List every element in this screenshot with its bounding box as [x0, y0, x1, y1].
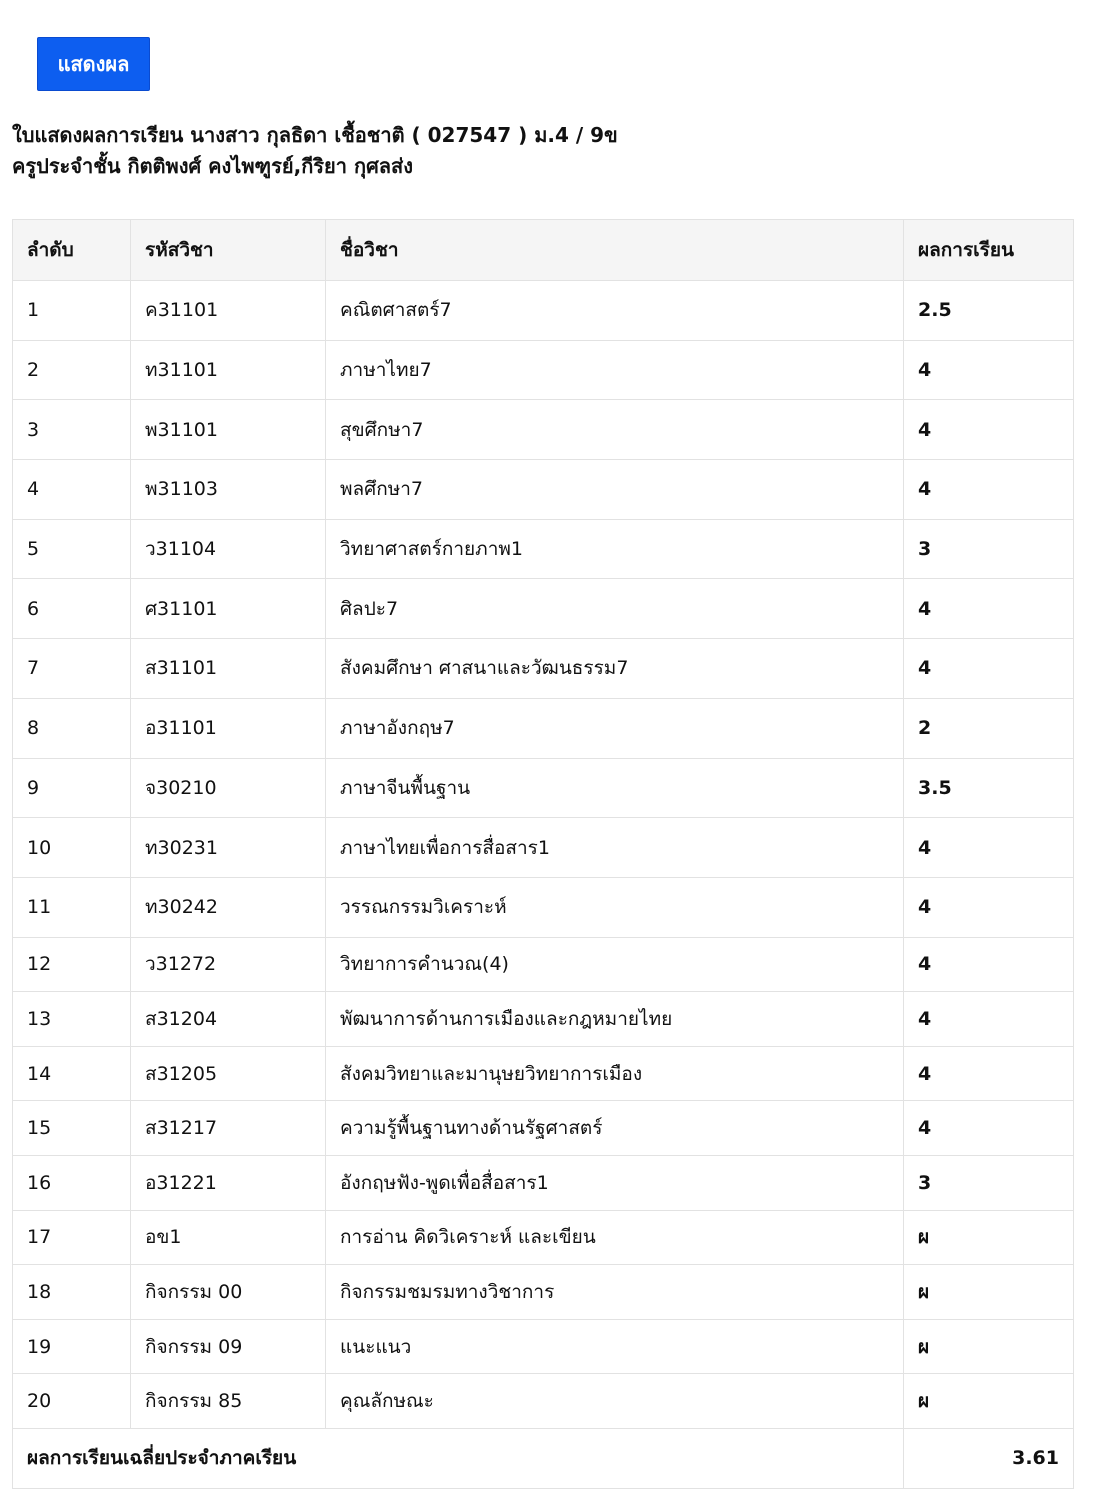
- cell-no: 20: [13, 1374, 131, 1429]
- cell-code: ส31217: [131, 1101, 326, 1156]
- cell-grade: 4: [904, 1046, 1074, 1101]
- table-row: [13, 460, 1074, 520]
- cell-code: พ31103: [131, 460, 326, 520]
- cell-name: แนะแนว: [326, 1319, 904, 1374]
- cell-grade: 3.5: [904, 758, 1074, 818]
- cell-code: ส31205: [131, 1046, 326, 1101]
- cell-name: อังกฤษฟัง-พูดเพื่อสื่อสาร1: [326, 1155, 904, 1210]
- cell-grade: 3: [904, 519, 1074, 579]
- table-row: [13, 340, 1074, 400]
- average-label: ผลการเรียนเฉลี่ยประจำภาคเรียน: [13, 1428, 904, 1488]
- cell-grade: ผ: [904, 1374, 1074, 1429]
- cell-name: สังคมวิทยาและมานุษยวิทยาการเมือง: [326, 1046, 904, 1101]
- cell-no: 17: [13, 1210, 131, 1265]
- cell-code: ท30242: [131, 877, 326, 937]
- homeroom-teachers: ครูประจำชั้น กิตติพงศ์ คงไพฑูรย์,กีริยา กุศลส่ง: [12, 154, 413, 178]
- table-row: [13, 519, 1074, 579]
- average-row: [13, 1428, 1074, 1488]
- cell-name: ศิลปะ7: [326, 579, 904, 639]
- cell-no: 11: [13, 877, 131, 937]
- cell-no: 8: [13, 698, 131, 758]
- column-header-name: ชื่อวิชา: [326, 220, 904, 281]
- cell-code: ค31101: [131, 281, 326, 341]
- cell-name: ภาษาไทย7: [326, 340, 904, 400]
- cell-name: ภาษาจีนพื้นฐาน: [326, 758, 904, 818]
- cell-grade: 2: [904, 698, 1074, 758]
- cell-no: 13: [13, 992, 131, 1047]
- table-row: [13, 877, 1074, 937]
- cell-grade: 3: [904, 1155, 1074, 1210]
- cell-code: กิจกรรม 00: [131, 1265, 326, 1320]
- table-row: [13, 639, 1074, 699]
- cell-name: คณิตศาสตร์7: [326, 281, 904, 341]
- cell-no: 7: [13, 639, 131, 699]
- cell-grade: ผ: [904, 1319, 1074, 1374]
- table-row: [13, 1210, 1074, 1265]
- cell-no: 1: [13, 281, 131, 341]
- cell-name: ความรู้พื้นฐานทางด้านรัฐศาสตร์: [326, 1101, 904, 1156]
- cell-grade: ผ: [904, 1265, 1074, 1320]
- cell-no: 10: [13, 818, 131, 878]
- cell-grade: 2.5: [904, 281, 1074, 341]
- table-header-row: [13, 220, 1074, 281]
- cell-no: 16: [13, 1155, 131, 1210]
- cell-name: ภาษาอังกฤษ7: [326, 698, 904, 758]
- cell-grade: 4: [904, 818, 1074, 878]
- cell-name: วิทยาศาสตร์กายภาพ1: [326, 519, 904, 579]
- cell-no: 2: [13, 340, 131, 400]
- report-header: [12, 120, 618, 182]
- cell-code: กิจกรรม 09: [131, 1319, 326, 1374]
- table-row: [13, 1374, 1074, 1429]
- cell-name: วิทยาการคำนวณ(4): [326, 937, 904, 992]
- table-row: [13, 579, 1074, 639]
- cell-no: 9: [13, 758, 131, 818]
- cell-no: 4: [13, 460, 131, 520]
- cell-code: อ31221: [131, 1155, 326, 1210]
- cell-code: อ31101: [131, 698, 326, 758]
- column-header-code: รหัสวิชา: [131, 220, 326, 281]
- cell-grade: 4: [904, 579, 1074, 639]
- cell-grade: 4: [904, 937, 1074, 992]
- cell-code: ว31272: [131, 937, 326, 992]
- cell-name: วรรณกรรมวิเคราะห์: [326, 877, 904, 937]
- show-results-button[interactable]: แสดงผล: [37, 37, 150, 91]
- cell-no: 5: [13, 519, 131, 579]
- table-row: [13, 1319, 1074, 1374]
- cell-name: พัฒนาการด้านการเมืองและกฎหมายไทย: [326, 992, 904, 1047]
- table-row: [13, 281, 1074, 341]
- cell-name: พลศึกษา7: [326, 460, 904, 520]
- table-row: [13, 698, 1074, 758]
- table-row: [13, 1101, 1074, 1156]
- average-value: 3.61: [904, 1428, 1074, 1488]
- cell-code: ท30231: [131, 818, 326, 878]
- cell-grade: 4: [904, 460, 1074, 520]
- cell-name: กิจกรรมชมรมทางวิชาการ: [326, 1265, 904, 1320]
- cell-no: 14: [13, 1046, 131, 1101]
- cell-grade: 4: [904, 639, 1074, 699]
- cell-name: สุขศึกษา7: [326, 400, 904, 460]
- cell-code: ส31101: [131, 639, 326, 699]
- cell-grade: 4: [904, 1101, 1074, 1156]
- table-row: [13, 1265, 1074, 1320]
- cell-name: การอ่าน คิดวิเคราะห์ และเขียน: [326, 1210, 904, 1265]
- table-row: [13, 818, 1074, 878]
- table-row: [13, 1046, 1074, 1101]
- grades-table: [12, 219, 1074, 1489]
- cell-code: พ31101: [131, 400, 326, 460]
- cell-name: สังคมศึกษา ศาสนาและวัฒนธรรม7: [326, 639, 904, 699]
- cell-grade: 4: [904, 340, 1074, 400]
- table-row: [13, 1155, 1074, 1210]
- cell-code: จ30210: [131, 758, 326, 818]
- table-row: [13, 937, 1074, 992]
- cell-no: 6: [13, 579, 131, 639]
- cell-no: 18: [13, 1265, 131, 1320]
- report-title: ใบแสดงผลการเรียน นางสาว กุลธิดา เชื้อชาติ ( 027547 ) ม.4 / 9ข: [12, 123, 618, 147]
- cell-grade: 4: [904, 992, 1074, 1047]
- table-row: [13, 992, 1074, 1047]
- cell-code: ศ31101: [131, 579, 326, 639]
- cell-no: 3: [13, 400, 131, 460]
- cell-code: ว31104: [131, 519, 326, 579]
- table-row: [13, 758, 1074, 818]
- cell-grade: ผ: [904, 1210, 1074, 1265]
- cell-code: กิจกรรม 85: [131, 1374, 326, 1429]
- cell-grade: 4: [904, 400, 1074, 460]
- cell-grade: 4: [904, 877, 1074, 937]
- cell-no: 15: [13, 1101, 131, 1156]
- cell-code: อข1: [131, 1210, 326, 1265]
- cell-name: ภาษาไทยเพื่อการสื่อสาร1: [326, 818, 904, 878]
- cell-name: คุณลักษณะ: [326, 1374, 904, 1429]
- cell-no: 19: [13, 1319, 131, 1374]
- cell-code: ส31204: [131, 992, 326, 1047]
- table-row: [13, 400, 1074, 460]
- column-header-grade: ผลการเรียน: [904, 220, 1074, 281]
- cell-no: 12: [13, 937, 131, 992]
- cell-code: ท31101: [131, 340, 326, 400]
- column-header-no: ลำดับ: [13, 220, 131, 281]
